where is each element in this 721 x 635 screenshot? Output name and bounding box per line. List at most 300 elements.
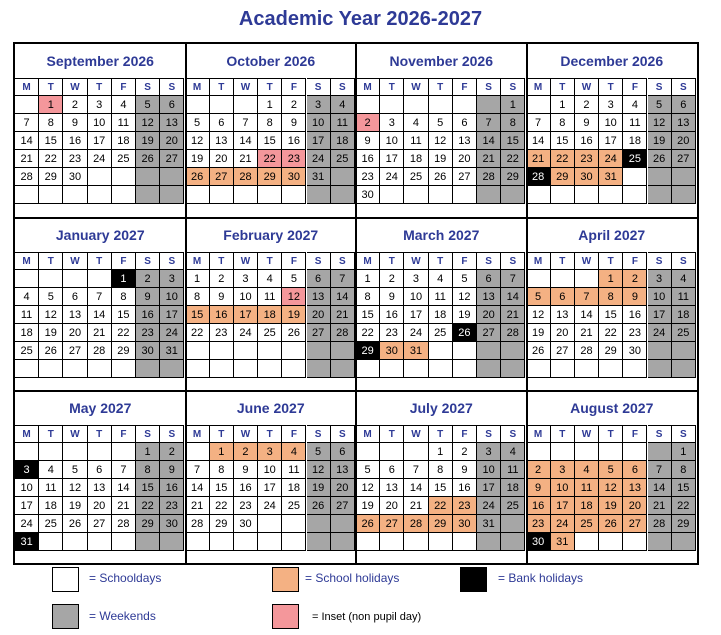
day-header: S <box>331 425 355 443</box>
day-cell: 27 <box>477 324 501 342</box>
day-cell: 29 <box>501 168 525 186</box>
empty-cell <box>501 360 525 378</box>
day-cell: 27 <box>63 342 87 360</box>
day-cell: 17 <box>380 150 404 168</box>
day-header: T <box>258 78 282 96</box>
empty-cell <box>501 342 525 360</box>
day-cell: 7 <box>112 461 136 479</box>
month-block <box>15 218 186 392</box>
day-cell: 2 <box>453 443 477 461</box>
day-cell: 11 <box>623 114 647 132</box>
empty-cell <box>453 186 477 204</box>
day-cell: 31 <box>599 168 623 186</box>
day-cell: 13 <box>551 306 575 324</box>
day-header: S <box>136 425 160 443</box>
day-cell: 22 <box>112 324 136 342</box>
day-cell: 9 <box>136 288 160 306</box>
day-cell: 28 <box>527 168 551 186</box>
day-header: F <box>623 425 647 443</box>
day-header: S <box>477 78 501 96</box>
empty-cell <box>331 186 355 204</box>
day-cell: 12 <box>429 132 453 150</box>
day-header: S <box>672 425 696 443</box>
empty-cell <box>623 168 647 186</box>
day-cell: 25 <box>429 324 453 342</box>
day-header: F <box>112 252 136 270</box>
day-cell: 12 <box>599 479 623 497</box>
day-cell: 28 <box>575 342 599 360</box>
day-cell: 25 <box>258 324 282 342</box>
day-cell: 27 <box>331 497 355 515</box>
day-cell: 10 <box>15 479 39 497</box>
day-cell: 23 <box>453 497 477 515</box>
day-header: M <box>186 252 210 270</box>
empty-cell <box>575 270 599 288</box>
day-cell: 14 <box>575 306 599 324</box>
day-cell: 2 <box>63 96 87 114</box>
day-cell: 3 <box>477 443 501 461</box>
empty-cell <box>210 96 234 114</box>
day-cell: 14 <box>527 132 551 150</box>
empty-cell <box>501 533 525 551</box>
empty-cell <box>160 168 184 186</box>
day-header: S <box>501 425 525 443</box>
empty-cell <box>63 443 87 461</box>
day-cell: 9 <box>234 461 258 479</box>
day-cell: 28 <box>501 324 525 342</box>
day-cell: 21 <box>15 150 39 168</box>
day-cell: 10 <box>88 114 112 132</box>
day-cell: 19 <box>307 479 331 497</box>
day-cell: 16 <box>623 306 647 324</box>
day-header: T <box>210 78 234 96</box>
day-cell: 3 <box>648 270 672 288</box>
day-cell: 16 <box>160 479 184 497</box>
day-cell: 27 <box>210 168 234 186</box>
day-cell: 27 <box>551 342 575 360</box>
day-cell: 17 <box>477 479 501 497</box>
empty-cell <box>63 360 87 378</box>
month-title: February 2027 <box>223 226 319 243</box>
empty-cell <box>15 96 39 114</box>
empty-cell <box>404 96 428 114</box>
day-cell: 20 <box>88 497 112 515</box>
month-block <box>356 218 527 392</box>
day-cell: 4 <box>39 461 63 479</box>
empty-cell <box>623 443 647 461</box>
legend-school-holidays-swatch <box>272 567 299 592</box>
empty-cell <box>258 533 282 551</box>
empty-cell <box>648 342 672 360</box>
day-cell: 26 <box>356 515 380 533</box>
day-header: S <box>672 78 696 96</box>
day-cell: 21 <box>234 150 258 168</box>
day-cell: 18 <box>575 497 599 515</box>
month-title: March 2027 <box>403 226 480 243</box>
empty-cell <box>136 360 160 378</box>
day-cell: 5 <box>39 288 63 306</box>
day-cell: 4 <box>15 288 39 306</box>
day-cell: 3 <box>160 270 184 288</box>
day-cell: 6 <box>88 461 112 479</box>
month-title: June 2027 <box>236 400 305 416</box>
day-cell: 11 <box>39 479 63 497</box>
day-cell: 14 <box>88 306 112 324</box>
month-block <box>356 44 527 218</box>
day-cell: 21 <box>575 324 599 342</box>
day-header: W <box>234 252 258 270</box>
empty-cell <box>527 96 551 114</box>
empty-cell <box>331 168 355 186</box>
day-cell: 15 <box>112 306 136 324</box>
day-header: M <box>15 252 39 270</box>
month-block <box>527 391 698 565</box>
day-cell: 22 <box>356 324 380 342</box>
day-cell: 14 <box>477 132 501 150</box>
day-cell: 29 <box>599 342 623 360</box>
day-cell: 31 <box>477 515 501 533</box>
day-cell: 16 <box>453 479 477 497</box>
day-cell: 27 <box>380 515 404 533</box>
day-cell: 13 <box>88 479 112 497</box>
day-cell: 5 <box>648 96 672 114</box>
day-cell: 24 <box>648 324 672 342</box>
empty-cell <box>477 96 501 114</box>
day-cell: 20 <box>307 306 331 324</box>
empty-cell <box>234 360 258 378</box>
day-cell: 10 <box>307 114 331 132</box>
day-cell: 8 <box>501 114 525 132</box>
day-cell: 2 <box>282 96 306 114</box>
empty-cell <box>39 360 63 378</box>
day-cell: 21 <box>501 306 525 324</box>
empty-cell <box>186 533 210 551</box>
day-cell: 16 <box>380 306 404 324</box>
day-cell: 15 <box>429 479 453 497</box>
empty-cell <box>429 96 453 114</box>
day-header: T <box>551 78 575 96</box>
day-cell: 28 <box>404 515 428 533</box>
day-cell: 29 <box>356 342 380 360</box>
empty-cell <box>112 186 136 204</box>
day-cell: 17 <box>599 132 623 150</box>
day-cell: 25 <box>112 150 136 168</box>
day-cell: 12 <box>136 114 160 132</box>
day-header: S <box>648 252 672 270</box>
day-header: S <box>648 78 672 96</box>
day-cell: 15 <box>136 479 160 497</box>
day-cell: 18 <box>258 306 282 324</box>
empty-cell <box>477 186 501 204</box>
empty-cell <box>648 443 672 461</box>
day-cell: 26 <box>63 515 87 533</box>
day-cell: 25 <box>501 497 525 515</box>
empty-cell <box>453 96 477 114</box>
empty-cell <box>88 168 112 186</box>
day-cell: 28 <box>477 168 501 186</box>
day-cell: 30 <box>453 515 477 533</box>
day-cell: 14 <box>648 479 672 497</box>
day-cell: 6 <box>672 96 696 114</box>
day-cell: 26 <box>599 515 623 533</box>
day-cell: 9 <box>356 132 380 150</box>
day-header: T <box>599 252 623 270</box>
day-cell: 6 <box>477 270 501 288</box>
day-header: F <box>453 78 477 96</box>
day-cell: 7 <box>186 461 210 479</box>
day-cell: 16 <box>136 306 160 324</box>
day-cell: 8 <box>136 461 160 479</box>
day-cell: 22 <box>186 324 210 342</box>
day-header: T <box>39 425 63 443</box>
day-cell: 23 <box>63 150 87 168</box>
empty-cell <box>112 360 136 378</box>
empty-cell <box>307 360 331 378</box>
month-block <box>15 391 186 565</box>
day-cell: 23 <box>575 150 599 168</box>
day-cell: 11 <box>112 114 136 132</box>
day-cell: 21 <box>648 497 672 515</box>
legend-weekends-label: = Weekends <box>89 609 156 623</box>
empty-cell <box>307 186 331 204</box>
day-cell: 1 <box>672 443 696 461</box>
day-cell: 23 <box>282 150 306 168</box>
day-cell: 26 <box>186 168 210 186</box>
day-cell: 21 <box>404 497 428 515</box>
empty-cell <box>258 186 282 204</box>
empty-cell <box>527 443 551 461</box>
day-cell: 26 <box>453 324 477 342</box>
day-cell: 24 <box>404 324 428 342</box>
empty-cell <box>282 186 306 204</box>
day-cell: 23 <box>356 168 380 186</box>
day-cell: 6 <box>623 461 647 479</box>
empty-cell <box>453 342 477 360</box>
day-cell: 30 <box>623 342 647 360</box>
day-cell: 1 <box>210 443 234 461</box>
day-cell: 31 <box>551 533 575 551</box>
day-header: S <box>136 78 160 96</box>
empty-cell <box>234 342 258 360</box>
empty-cell <box>136 168 160 186</box>
day-header: W <box>63 252 87 270</box>
day-cell: 21 <box>477 150 501 168</box>
day-header: S <box>136 252 160 270</box>
day-cell: 8 <box>112 288 136 306</box>
day-cell: 3 <box>15 461 39 479</box>
empty-cell <box>575 186 599 204</box>
empty-cell <box>39 186 63 204</box>
empty-cell <box>672 533 696 551</box>
day-cell: 24 <box>88 150 112 168</box>
day-header: F <box>282 78 306 96</box>
day-cell: 17 <box>88 132 112 150</box>
month-title: April 2027 <box>578 226 646 243</box>
empty-cell <box>63 270 87 288</box>
day-cell: 25 <box>39 515 63 533</box>
legend-inset-swatch <box>272 604 299 629</box>
day-cell: 13 <box>63 306 87 324</box>
day-cell: 10 <box>160 288 184 306</box>
empty-cell <box>186 360 210 378</box>
day-cell: 1 <box>39 96 63 114</box>
day-header: T <box>551 425 575 443</box>
day-cell: 19 <box>186 150 210 168</box>
empty-cell <box>527 186 551 204</box>
column-divider <box>526 44 528 563</box>
empty-cell <box>551 186 575 204</box>
day-cell: 5 <box>136 96 160 114</box>
day-cell: 2 <box>160 443 184 461</box>
day-cell: 8 <box>258 114 282 132</box>
month-title: September 2026 <box>46 53 154 69</box>
day-cell: 31 <box>15 533 39 551</box>
day-cell: 28 <box>15 168 39 186</box>
day-cell: 2 <box>527 461 551 479</box>
day-cell: 12 <box>282 288 306 306</box>
day-cell: 20 <box>160 132 184 150</box>
day-cell: 1 <box>186 270 210 288</box>
day-cell: 27 <box>453 168 477 186</box>
day-header: T <box>210 425 234 443</box>
day-cell: 9 <box>282 114 306 132</box>
day-header: W <box>63 78 87 96</box>
empty-cell <box>88 443 112 461</box>
day-cell: 24 <box>477 497 501 515</box>
day-cell: 27 <box>623 515 647 533</box>
day-header: T <box>210 252 234 270</box>
day-cell: 30 <box>380 342 404 360</box>
month-block <box>527 44 698 218</box>
empty-cell <box>186 96 210 114</box>
day-header: M <box>356 78 380 96</box>
day-cell: 9 <box>527 479 551 497</box>
empty-cell <box>501 515 525 533</box>
empty-cell <box>477 360 501 378</box>
day-cell: 5 <box>453 270 477 288</box>
day-header: T <box>380 252 404 270</box>
day-header: S <box>477 425 501 443</box>
day-cell: 14 <box>331 288 355 306</box>
day-cell: 20 <box>210 150 234 168</box>
day-header: S <box>648 425 672 443</box>
day-header: T <box>258 252 282 270</box>
day-cell: 13 <box>210 132 234 150</box>
day-header: F <box>623 78 647 96</box>
day-cell: 1 <box>551 96 575 114</box>
day-cell: 30 <box>356 186 380 204</box>
column-divider <box>355 44 357 563</box>
empty-cell <box>88 186 112 204</box>
day-cell: 19 <box>356 497 380 515</box>
day-header: T <box>429 425 453 443</box>
day-cell: 13 <box>672 114 696 132</box>
empty-cell <box>527 270 551 288</box>
day-cell: 28 <box>186 515 210 533</box>
legend-schooldays-swatch <box>52 567 79 592</box>
day-cell: 11 <box>429 288 453 306</box>
empty-cell <box>429 533 453 551</box>
day-cell: 29 <box>672 515 696 533</box>
empty-cell <box>356 360 380 378</box>
day-cell: 3 <box>234 270 258 288</box>
day-cell: 11 <box>282 461 306 479</box>
day-cell: 22 <box>210 497 234 515</box>
day-cell: 26 <box>307 497 331 515</box>
month-block <box>356 391 527 565</box>
day-header: S <box>477 252 501 270</box>
day-cell: 15 <box>39 132 63 150</box>
day-cell: 4 <box>623 96 647 114</box>
day-cell: 8 <box>672 461 696 479</box>
day-cell: 26 <box>136 150 160 168</box>
day-cell: 21 <box>331 306 355 324</box>
empty-cell <box>380 186 404 204</box>
day-cell: 3 <box>551 461 575 479</box>
day-cell: 19 <box>527 324 551 342</box>
day-cell: 18 <box>282 479 306 497</box>
month-title: December 2026 <box>560 53 664 69</box>
empty-cell <box>282 360 306 378</box>
day-cell: 2 <box>623 270 647 288</box>
day-cell: 13 <box>623 479 647 497</box>
empty-cell <box>258 360 282 378</box>
day-header: S <box>160 78 184 96</box>
day-header: M <box>356 425 380 443</box>
empty-cell <box>623 533 647 551</box>
empty-cell <box>672 360 696 378</box>
day-header: M <box>527 78 551 96</box>
column-divider <box>185 44 187 563</box>
page-title: Academic Year 2026-2027 <box>238 8 483 30</box>
day-cell: 19 <box>136 132 160 150</box>
day-cell: 5 <box>429 114 453 132</box>
day-cell: 3 <box>404 270 428 288</box>
empty-cell <box>672 168 696 186</box>
day-cell: 12 <box>356 479 380 497</box>
day-cell: 6 <box>63 288 87 306</box>
empty-cell <box>186 342 210 360</box>
day-cell: 3 <box>307 96 331 114</box>
empty-cell <box>112 443 136 461</box>
empty-cell <box>210 186 234 204</box>
day-cell: 29 <box>136 515 160 533</box>
empty-cell <box>453 533 477 551</box>
day-header: T <box>88 252 112 270</box>
day-cell: 26 <box>39 342 63 360</box>
day-cell: 14 <box>186 479 210 497</box>
day-cell: 15 <box>599 306 623 324</box>
day-cell: 18 <box>112 132 136 150</box>
day-cell: 9 <box>575 114 599 132</box>
day-cell: 28 <box>88 342 112 360</box>
empty-cell <box>648 186 672 204</box>
day-cell: 20 <box>63 324 87 342</box>
day-cell: 15 <box>186 306 210 324</box>
day-cell: 3 <box>88 96 112 114</box>
day-cell: 5 <box>356 461 380 479</box>
day-cell: 24 <box>234 324 258 342</box>
day-cell: 20 <box>551 324 575 342</box>
day-cell: 2 <box>210 270 234 288</box>
empty-cell <box>623 360 647 378</box>
day-cell: 11 <box>258 288 282 306</box>
empty-cell <box>623 186 647 204</box>
empty-cell <box>160 533 184 551</box>
day-cell: 20 <box>453 150 477 168</box>
day-cell: 21 <box>186 497 210 515</box>
empty-cell <box>15 186 39 204</box>
